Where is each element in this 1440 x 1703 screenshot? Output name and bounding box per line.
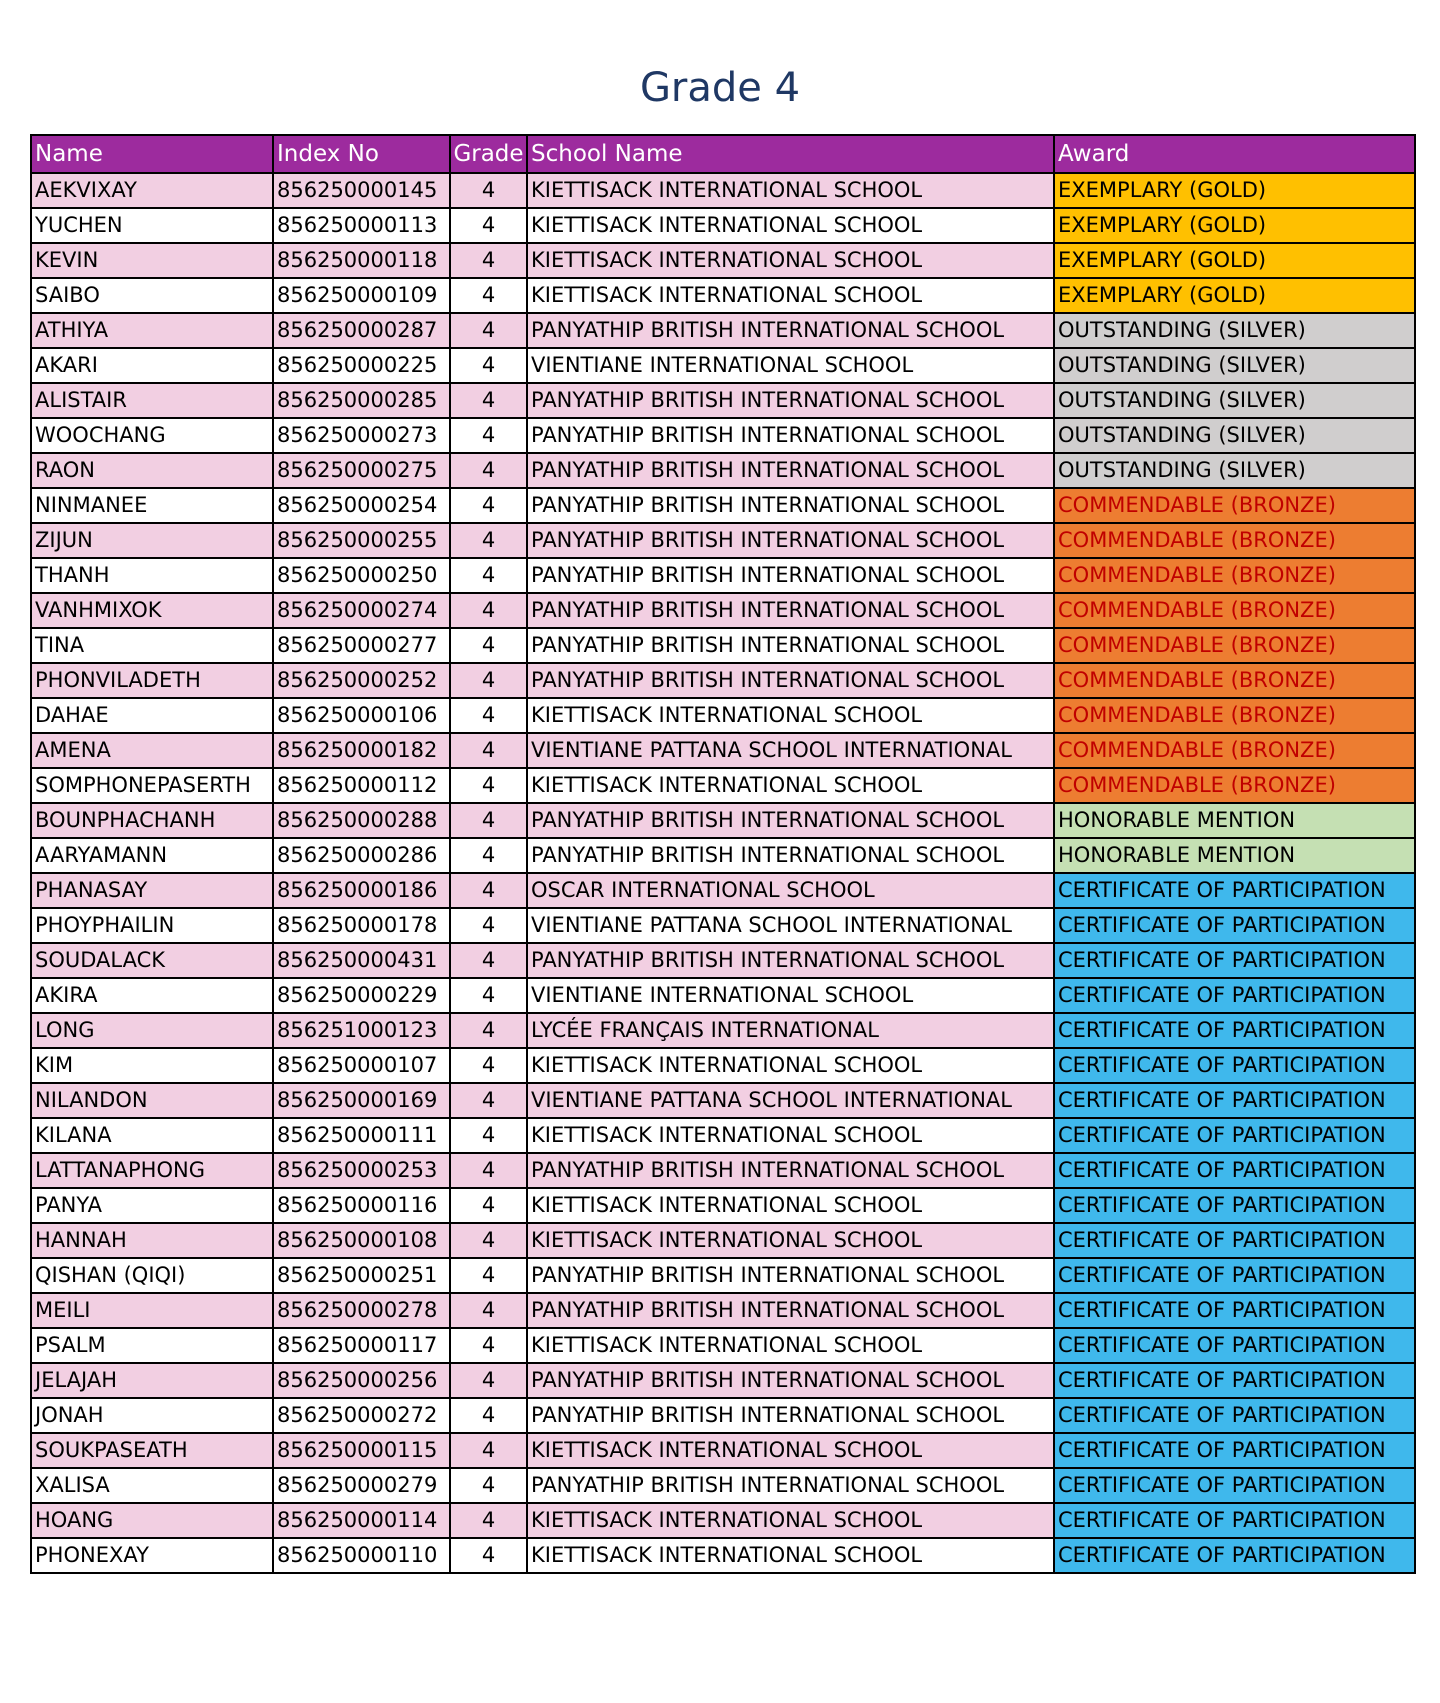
cell-index-no: 856251000123: [273, 1013, 450, 1048]
cell-award: CERTIFICATE OF PARTICIPATION: [1054, 1293, 1415, 1328]
cell-award: CERTIFICATE OF PARTICIPATION: [1054, 1153, 1415, 1188]
cell-grade: 4: [450, 1013, 527, 1048]
table-row: [31, 348, 1415, 383]
cell-award: OUTSTANDING (SILVER): [1054, 348, 1415, 383]
cell-grade: 4: [450, 593, 527, 628]
cell-grade: 4: [450, 1083, 527, 1118]
cell-grade: 4: [450, 1503, 527, 1538]
cell-award: CERTIFICATE OF PARTICIPATION: [1054, 1118, 1415, 1153]
cell-name: RAON: [31, 453, 273, 488]
table-row: [31, 1293, 1415, 1328]
cell-school-name: PANYATHIP BRITISH INTERNATIONAL SCHOOL: [527, 1293, 1054, 1328]
cell-index-no: 856250000178: [273, 908, 450, 943]
cell-grade: 4: [450, 663, 527, 698]
cell-award: CERTIFICATE OF PARTICIPATION: [1054, 1013, 1415, 1048]
cell-name: NILANDON: [31, 1083, 273, 1118]
cell-name: JELAJAH: [31, 1363, 273, 1398]
cell-index-no: 856250000275: [273, 453, 450, 488]
cell-school-name: PANYATHIP BRITISH INTERNATIONAL SCHOOL: [527, 523, 1054, 558]
cell-school-name: KIETTISACK INTERNATIONAL SCHOOL: [527, 698, 1054, 733]
cell-school-name: VIENTIANE PATTANA SCHOOL INTERNATIONAL: [527, 1083, 1054, 1118]
cell-grade: 4: [450, 1153, 527, 1188]
table-row: [31, 1013, 1415, 1048]
cell-grade: 4: [450, 488, 527, 523]
cell-grade: 4: [450, 278, 527, 313]
cell-school-name: PANYATHIP BRITISH INTERNATIONAL SCHOOL: [527, 1153, 1054, 1188]
cell-name: DAHAE: [31, 698, 273, 733]
cell-award: OUTSTANDING (SILVER): [1054, 313, 1415, 348]
cell-index-no: 856250000114: [273, 1503, 450, 1538]
table-row: [31, 558, 1415, 593]
cell-name: KIM: [31, 1048, 273, 1083]
cell-name: THANH: [31, 558, 273, 593]
cell-grade: 4: [450, 1363, 527, 1398]
cell-index-no: 856250000111: [273, 1118, 450, 1153]
cell-school-name: KIETTISACK INTERNATIONAL SCHOOL: [527, 208, 1054, 243]
cell-award: COMMENDABLE (BRONZE): [1054, 593, 1415, 628]
cell-index-no: 856250000113: [273, 208, 450, 243]
cell-grade: 4: [450, 453, 527, 488]
table-row: [31, 243, 1415, 278]
table-row: [31, 873, 1415, 908]
cell-grade: 4: [450, 1433, 527, 1468]
cell-school-name: PANYATHIP BRITISH INTERNATIONAL SCHOOL: [527, 1258, 1054, 1293]
header-row: [31, 135, 1415, 173]
header-index-no: Index No: [273, 135, 450, 173]
table-row: [31, 768, 1415, 803]
table-row: [31, 803, 1415, 838]
cell-index-no: 856250000255: [273, 523, 450, 558]
cell-award: CERTIFICATE OF PARTICIPATION: [1054, 908, 1415, 943]
table-row: [31, 488, 1415, 523]
cell-name: BOUNPHACHANH: [31, 803, 273, 838]
cell-name: ALISTAIR: [31, 383, 273, 418]
cell-name: LATTANAPHONG: [31, 1153, 273, 1188]
cell-award: CERTIFICATE OF PARTICIPATION: [1054, 1363, 1415, 1398]
cell-school-name: KIETTISACK INTERNATIONAL SCHOOL: [527, 1118, 1054, 1153]
cell-award: CERTIFICATE OF PARTICIPATION: [1054, 1433, 1415, 1468]
cell-award: CERTIFICATE OF PARTICIPATION: [1054, 978, 1415, 1013]
cell-award: COMMENDABLE (BRONZE): [1054, 628, 1415, 663]
cell-name: PANYA: [31, 1188, 273, 1223]
cell-name: PHONEXAY: [31, 1538, 273, 1573]
cell-school-name: PANYATHIP BRITISH INTERNATIONAL SCHOOL: [527, 838, 1054, 873]
cell-name: TINA: [31, 628, 273, 663]
cell-index-no: 856250000254: [273, 488, 450, 523]
cell-school-name: PANYATHIP BRITISH INTERNATIONAL SCHOOL: [527, 593, 1054, 628]
cell-name: LONG: [31, 1013, 273, 1048]
table-row: [31, 523, 1415, 558]
cell-award: CERTIFICATE OF PARTICIPATION: [1054, 1398, 1415, 1433]
cell-index-no: 856250000279: [273, 1468, 450, 1503]
cell-grade: 4: [450, 1258, 527, 1293]
table-row: [31, 1153, 1415, 1188]
cell-index-no: 856250000108: [273, 1223, 450, 1258]
cell-award: HONORABLE MENTION: [1054, 838, 1415, 873]
cell-school-name: KIETTISACK INTERNATIONAL SCHOOL: [527, 1048, 1054, 1083]
table-row: [31, 593, 1415, 628]
table-row: [31, 313, 1415, 348]
cell-name: PHANASAY: [31, 873, 273, 908]
cell-index-no: 856250000116: [273, 1188, 450, 1223]
cell-award: CERTIFICATE OF PARTICIPATION: [1054, 1503, 1415, 1538]
cell-grade: 4: [450, 383, 527, 418]
cell-school-name: PANYATHIP BRITISH INTERNATIONAL SCHOOL: [527, 558, 1054, 593]
table-row: [31, 733, 1415, 768]
cell-name: HANNAH: [31, 1223, 273, 1258]
cell-school-name: KIETTISACK INTERNATIONAL SCHOOL: [527, 243, 1054, 278]
cell-award: OUTSTANDING (SILVER): [1054, 383, 1415, 418]
header-grade: Grade: [450, 135, 527, 173]
cell-index-no: 856250000278: [273, 1293, 450, 1328]
cell-name: SOUDALACK: [31, 943, 273, 978]
table-row: [31, 663, 1415, 698]
table-row: [31, 1538, 1415, 1573]
cell-name: SOUKPASEATH: [31, 1433, 273, 1468]
cell-school-name: KIETTISACK INTERNATIONAL SCHOOL: [527, 1503, 1054, 1538]
table-row: [31, 1468, 1415, 1503]
cell-school-name: VIENTIANE PATTANA SCHOOL INTERNATIONAL: [527, 908, 1054, 943]
table-row: [31, 978, 1415, 1013]
cell-index-no: 856250000112: [273, 768, 450, 803]
cell-award: OUTSTANDING (SILVER): [1054, 453, 1415, 488]
table-row: [31, 1328, 1415, 1363]
table-body: [31, 173, 1415, 1573]
cell-school-name: KIETTISACK INTERNATIONAL SCHOOL: [527, 1328, 1054, 1363]
cell-school-name: KIETTISACK INTERNATIONAL SCHOOL: [527, 278, 1054, 313]
cell-award: CERTIFICATE OF PARTICIPATION: [1054, 1083, 1415, 1118]
cell-grade: 4: [450, 173, 527, 208]
table-row: [31, 173, 1415, 208]
cell-name: QISHAN (QIQI): [31, 1258, 273, 1293]
cell-name: SAIBO: [31, 278, 273, 313]
cell-index-no: 856250000182: [273, 733, 450, 768]
cell-award: EXEMPLARY (GOLD): [1054, 243, 1415, 278]
cell-grade: 4: [450, 733, 527, 768]
cell-grade: 4: [450, 978, 527, 1013]
cell-award: HONORABLE MENTION: [1054, 803, 1415, 838]
cell-grade: 4: [450, 943, 527, 978]
cell-index-no: 856250000107: [273, 1048, 450, 1083]
cell-school-name: PANYATHIP BRITISH INTERNATIONAL SCHOOL: [527, 663, 1054, 698]
cell-name: KILANA: [31, 1118, 273, 1153]
cell-name: AEKVIXAY: [31, 173, 273, 208]
cell-name: PHONVILADETH: [31, 663, 273, 698]
table-row: [31, 418, 1415, 453]
cell-grade: 4: [450, 698, 527, 733]
cell-school-name: PANYATHIP BRITISH INTERNATIONAL SCHOOL: [527, 1398, 1054, 1433]
cell-index-no: 856250000253: [273, 1153, 450, 1188]
cell-school-name: PANYATHIP BRITISH INTERNATIONAL SCHOOL: [527, 313, 1054, 348]
cell-award: COMMENDABLE (BRONZE): [1054, 523, 1415, 558]
cell-grade: 4: [450, 243, 527, 278]
cell-index-no: 856250000115: [273, 1433, 450, 1468]
cell-award: COMMENDABLE (BRONZE): [1054, 488, 1415, 523]
cell-index-no: 856250000225: [273, 348, 450, 383]
cell-award: CERTIFICATE OF PARTICIPATION: [1054, 1258, 1415, 1293]
cell-index-no: 856250000252: [273, 663, 450, 698]
cell-school-name: VIENTIANE INTERNATIONAL SCHOOL: [527, 348, 1054, 383]
table-row: [31, 1258, 1415, 1293]
table-header: [31, 135, 1415, 173]
cell-grade: 4: [450, 558, 527, 593]
cell-grade: 4: [450, 1223, 527, 1258]
cell-school-name: PANYATHIP BRITISH INTERNATIONAL SCHOOL: [527, 943, 1054, 978]
cell-school-name: PANYATHIP BRITISH INTERNATIONAL SCHOOL: [527, 628, 1054, 663]
cell-school-name: OSCAR INTERNATIONAL SCHOOL: [527, 873, 1054, 908]
cell-award: COMMENDABLE (BRONZE): [1054, 663, 1415, 698]
cell-award: EXEMPLARY (GOLD): [1054, 278, 1415, 313]
table-row: [31, 1083, 1415, 1118]
cell-grade: 4: [450, 348, 527, 383]
cell-award: CERTIFICATE OF PARTICIPATION: [1054, 1188, 1415, 1223]
table-row: [31, 208, 1415, 243]
table-row: [31, 1363, 1415, 1398]
cell-award: COMMENDABLE (BRONZE): [1054, 698, 1415, 733]
cell-school-name: VIENTIANE PATTANA SCHOOL INTERNATIONAL: [527, 733, 1054, 768]
cell-grade: 4: [450, 208, 527, 243]
cell-name: PSALM: [31, 1328, 273, 1363]
header-award: Award: [1054, 135, 1415, 173]
cell-grade: 4: [450, 1293, 527, 1328]
cell-school-name: PANYATHIP BRITISH INTERNATIONAL SCHOOL: [527, 1363, 1054, 1398]
cell-school-name: PANYATHIP BRITISH INTERNATIONAL SCHOOL: [527, 418, 1054, 453]
cell-name: XALISA: [31, 1468, 273, 1503]
cell-index-no: 856250000229: [273, 978, 450, 1013]
cell-grade: 4: [450, 313, 527, 348]
cell-name: SOMPHONEPASERTH: [31, 768, 273, 803]
header-school-name: School Name: [527, 135, 1054, 173]
cell-award: EXEMPLARY (GOLD): [1054, 173, 1415, 208]
cell-award: CERTIFICATE OF PARTICIPATION: [1054, 943, 1415, 978]
cell-name: ATHIYA: [31, 313, 273, 348]
cell-name: ZIJUN: [31, 523, 273, 558]
cell-index-no: 856250000118: [273, 243, 450, 278]
cell-index-no: 856250000169: [273, 1083, 450, 1118]
table-row: [31, 1188, 1415, 1223]
cell-school-name: KIETTISACK INTERNATIONAL SCHOOL: [527, 1188, 1054, 1223]
cell-index-no: 856250000431: [273, 943, 450, 978]
table-row: [31, 1433, 1415, 1468]
cell-name: VANHMIXOK: [31, 593, 273, 628]
cell-grade: 4: [450, 1188, 527, 1223]
cell-school-name: PANYATHIP BRITISH INTERNATIONAL SCHOOL: [527, 488, 1054, 523]
table-row: [31, 278, 1415, 313]
cell-index-no: 856250000274: [273, 593, 450, 628]
cell-index-no: 856250000109: [273, 278, 450, 313]
cell-award: CERTIFICATE OF PARTICIPATION: [1054, 1223, 1415, 1258]
cell-school-name: PANYATHIP BRITISH INTERNATIONAL SCHOOL: [527, 383, 1054, 418]
cell-school-name: KIETTISACK INTERNATIONAL SCHOOL: [527, 1433, 1054, 1468]
cell-award: CERTIFICATE OF PARTICIPATION: [1054, 1328, 1415, 1363]
table-row: [31, 1503, 1415, 1538]
cell-award: OUTSTANDING (SILVER): [1054, 418, 1415, 453]
cell-index-no: 856250000256: [273, 1363, 450, 1398]
cell-grade: 4: [450, 768, 527, 803]
cell-school-name: VIENTIANE INTERNATIONAL SCHOOL: [527, 978, 1054, 1013]
cell-grade: 4: [450, 418, 527, 453]
table-row: [31, 1048, 1415, 1083]
cell-index-no: 856250000250: [273, 558, 450, 593]
cell-grade: 4: [450, 803, 527, 838]
cell-index-no: 856250000110: [273, 1538, 450, 1573]
cell-name: AMENA: [31, 733, 273, 768]
cell-grade: 4: [450, 1328, 527, 1363]
cell-index-no: 856250000117: [273, 1328, 450, 1363]
cell-index-no: 856250000277: [273, 628, 450, 663]
cell-index-no: 856250000106: [273, 698, 450, 733]
cell-index-no: 856250000186: [273, 873, 450, 908]
cell-grade: 4: [450, 1048, 527, 1083]
cell-name: YUCHEN: [31, 208, 273, 243]
table-row: [31, 838, 1415, 873]
cell-award: COMMENDABLE (BRONZE): [1054, 558, 1415, 593]
cell-name: KEVIN: [31, 243, 273, 278]
table-row: [31, 908, 1415, 943]
cell-award: COMMENDABLE (BRONZE): [1054, 768, 1415, 803]
cell-school-name: KIETTISACK INTERNATIONAL SCHOOL: [527, 1538, 1054, 1573]
cell-index-no: 856250000273: [273, 418, 450, 453]
cell-index-no: 856250000287: [273, 313, 450, 348]
cell-name: PHOYPHAILIN: [31, 908, 273, 943]
cell-grade: 4: [450, 523, 527, 558]
cell-index-no: 856250000286: [273, 838, 450, 873]
cell-index-no: 856250000288: [273, 803, 450, 838]
cell-award: CERTIFICATE OF PARTICIPATION: [1054, 873, 1415, 908]
cell-name: WOOCHANG: [31, 418, 273, 453]
cell-award: COMMENDABLE (BRONZE): [1054, 733, 1415, 768]
page-title: Grade 4: [639, 65, 801, 111]
header-name: Name: [31, 135, 273, 173]
cell-index-no: 856250000145: [273, 173, 450, 208]
cell-name: AKIRA: [31, 978, 273, 1013]
cell-grade: 4: [450, 1118, 527, 1153]
table-row: [31, 943, 1415, 978]
cell-index-no: 856250000272: [273, 1398, 450, 1433]
cell-grade: 4: [450, 628, 527, 663]
cell-grade: 4: [450, 1398, 527, 1433]
cell-award: CERTIFICATE OF PARTICIPATION: [1054, 1538, 1415, 1573]
table-row: [31, 628, 1415, 663]
table-row: [31, 1398, 1415, 1433]
cell-school-name: PANYATHIP BRITISH INTERNATIONAL SCHOOL: [527, 453, 1054, 488]
table-row: [31, 453, 1415, 488]
cell-school-name: LYCÉE FRANÇAIS INTERNATIONAL: [527, 1013, 1054, 1048]
cell-school-name: PANYATHIP BRITISH INTERNATIONAL SCHOOL: [527, 1468, 1054, 1503]
cell-award: CERTIFICATE OF PARTICIPATION: [1054, 1468, 1415, 1503]
cell-grade: 4: [450, 1468, 527, 1503]
cell-name: AKARI: [31, 348, 273, 383]
cell-grade: 4: [450, 838, 527, 873]
cell-grade: 4: [450, 908, 527, 943]
cell-award: EXEMPLARY (GOLD): [1054, 208, 1415, 243]
cell-name: AARYAMANN: [31, 838, 273, 873]
table-row: [31, 1118, 1415, 1153]
cell-school-name: PANYATHIP BRITISH INTERNATIONAL SCHOOL: [527, 803, 1054, 838]
cell-school-name: KIETTISACK INTERNATIONAL SCHOOL: [527, 173, 1054, 208]
cell-school-name: KIETTISACK INTERNATIONAL SCHOOL: [527, 768, 1054, 803]
cell-school-name: KIETTISACK INTERNATIONAL SCHOOL: [527, 1223, 1054, 1258]
cell-award: CERTIFICATE OF PARTICIPATION: [1054, 1048, 1415, 1083]
cell-name: JONAH: [31, 1398, 273, 1433]
cell-grade: 4: [450, 873, 527, 908]
table-row: [31, 698, 1415, 733]
cell-name: HOANG: [31, 1503, 273, 1538]
table-row: [31, 383, 1415, 418]
cell-name: NINMANEE: [31, 488, 273, 523]
table-row: [31, 1223, 1415, 1258]
cell-index-no: 856250000285: [273, 383, 450, 418]
cell-index-no: 856250000251: [273, 1258, 450, 1293]
results-table: [30, 134, 1416, 1574]
cell-grade: 4: [450, 1538, 527, 1573]
cell-name: MEILI: [31, 1293, 273, 1328]
